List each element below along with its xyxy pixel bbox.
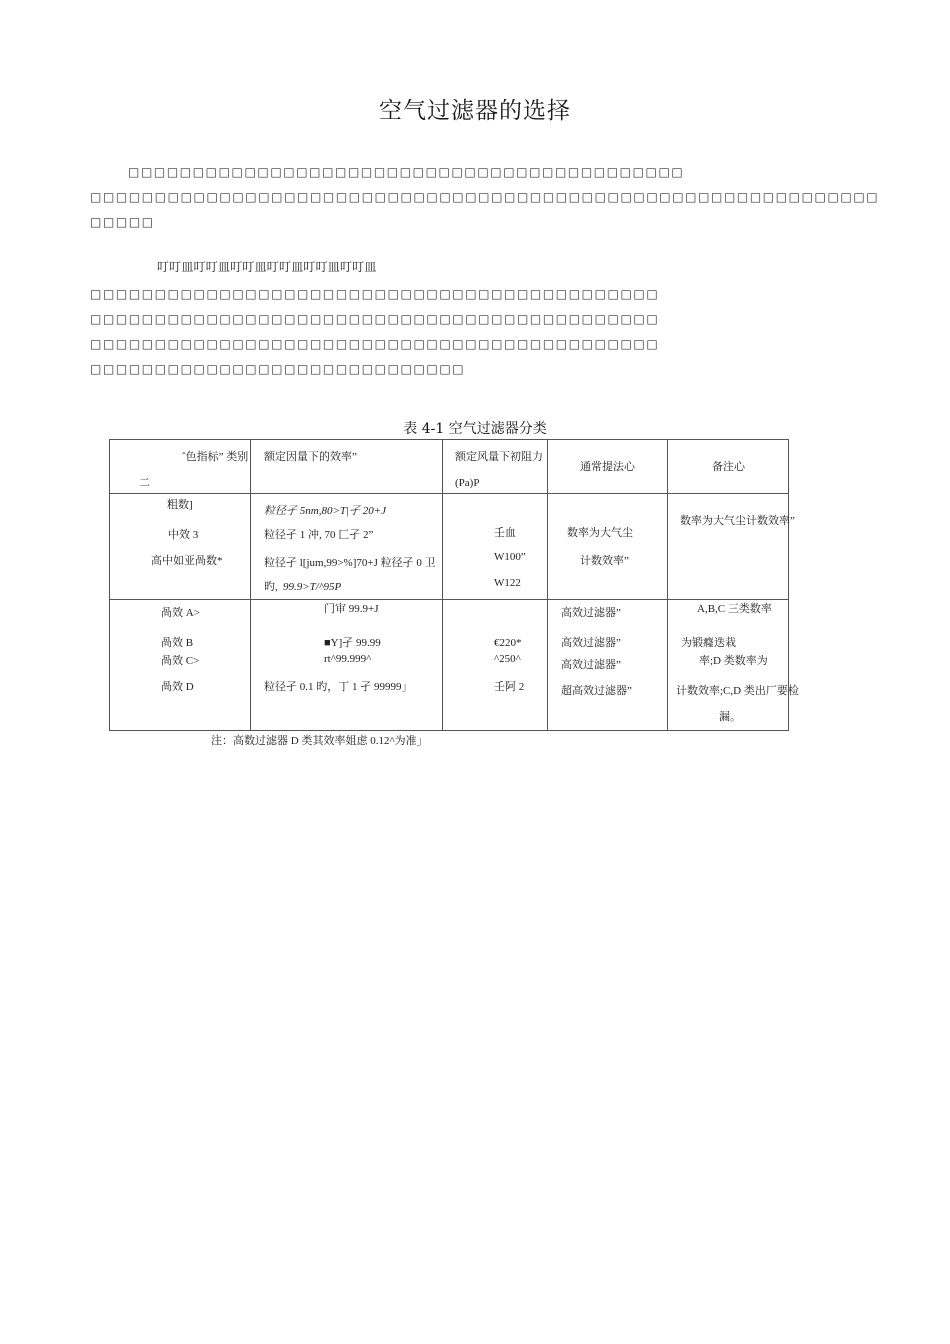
- row1-resistance-cell: [443, 494, 548, 600]
- header-resistance-unit: (Pa)P: [455, 477, 480, 489]
- row1-common-name-2: 计数效率”: [580, 555, 629, 567]
- table-header-row: [110, 440, 789, 494]
- header-resistance-label: 额定风量下初阻力: [455, 451, 543, 463]
- header-category-mark: 二: [139, 477, 150, 489]
- header-cell-efficiency: [251, 440, 443, 494]
- row2-category-3: 咼效 C>: [161, 655, 200, 667]
- table-note: 注：高数过滤器 D 类其效率姐虑 0.12^为准」: [211, 735, 428, 747]
- header-cell-remarks: [668, 440, 789, 494]
- row1-common-name-cell: [548, 494, 668, 600]
- filter-classification-table: [109, 439, 799, 731]
- row2-common-name-cell: [548, 600, 668, 731]
- para2-line-4: □□□□□□□□□□□□□□□□□□□□□□□□□□□□□: [90, 362, 466, 376]
- header-cell-common-name: [548, 440, 668, 494]
- para1-line-1: □□□□□□□□□□□□□□□□□□□□□□□□□□□□□□□□□□□□□□□□□□□: [128, 165, 685, 179]
- row1-resistance-3: W122: [494, 577, 521, 589]
- row2-category-1: 咼效 A>: [161, 607, 200, 619]
- row2-common-name-2: 高效过滤器”: [561, 637, 621, 649]
- row1-category-2: 中效 3: [168, 529, 199, 541]
- para1-line-3: □□□□□: [90, 215, 155, 229]
- row2-remarks-3: 率;D 类数率为: [699, 655, 768, 667]
- row1-efficiency-1: 粒径孑 5nm,80>T|孑 20+J: [264, 505, 387, 517]
- table-row: [110, 494, 789, 600]
- row2-common-name-3: 高效过滤器”: [561, 659, 621, 671]
- row1-efficiency-3: 粒径孑 l[jum,99>%]70+J 粒径孑 0 卫: [264, 557, 436, 569]
- row2-efficiency-2: ■Y]孑 99.99: [324, 637, 381, 649]
- row2-efficiency-3: rt^99.999^: [324, 653, 372, 665]
- row2-efficiency-1: 门审 99.9+J: [324, 603, 379, 615]
- row1-resistance-1: 壬血: [494, 527, 516, 539]
- row2-remarks-cell: [668, 600, 799, 731]
- row1-category-1: 粗数]: [167, 499, 193, 511]
- row1-efficiency-4a: 旳,: [264, 581, 278, 593]
- row1-efficiency-cell: [251, 494, 443, 600]
- header-cell-resistance: [443, 440, 548, 494]
- table-row: [110, 600, 789, 731]
- page-title: 空气过滤器的选择: [379, 98, 571, 124]
- row2-resistance-3: 壬阿 2: [494, 681, 525, 693]
- header-efficiency-label: 额定因量下的效率”: [264, 451, 357, 463]
- row1-efficiency-4b: 99.9>T/^95P: [283, 581, 342, 593]
- para2-line-2: □□□□□□□□□□□□□□□□□□□□□□□□□□□□□□□□□□□□□□□□□□□□: [90, 312, 660, 326]
- table-caption: 表 4-1 空气过滤器分类: [403, 421, 547, 437]
- row1-remarks: 数率为大气尘计数效率”: [680, 515, 795, 527]
- header-category-label: ˆ色指标” 类别: [182, 451, 249, 463]
- para2-line-1: □□□□□□□□□□□□□□□□□□□□□□□□□□□□□□□□□□□□□□□□□□□□: [90, 287, 660, 301]
- row2-remarks-1: A,B,C 三类数率: [697, 603, 772, 615]
- row2-common-name-1: 高效过滤器”: [561, 607, 621, 619]
- row2-efficiency-cell: [251, 600, 443, 731]
- row1-category-cell: [110, 494, 251, 600]
- row2-remarks-2: 为锻癃迭栽: [681, 637, 736, 649]
- para1-line-2: □□□□□□□□□□□□□□□□□□□□□□□□□□□□□□□□□□□□□□□□□□□□□□□□□□□□□□□□□□□□□: [90, 190, 880, 204]
- garbled-heading-line: 叮叮皿叮叮皿叮叮皿叮叮皿叮叮皿叮叮皿: [157, 260, 377, 274]
- row2-remarks-5: 漏。: [719, 711, 741, 723]
- header-common-name-label: 通常提法⁣心: [580, 461, 635, 473]
- row2-resistance-1: €220*: [494, 637, 522, 649]
- row1-resistance-2: W100”: [494, 551, 526, 563]
- row1-category-3: 高中如亚咼数*: [151, 555, 223, 567]
- row2-category-4: 咼效 D: [161, 681, 194, 693]
- row1-remarks-cell: [668, 494, 795, 600]
- row2-remarks-4: 计数效率;C,D 类出厂要检: [676, 685, 799, 697]
- row2-category-cell: [110, 600, 251, 731]
- row1-efficiency-2: 粒径孑 1 冲, 70 匚孑 2”: [264, 529, 374, 541]
- row1-common-name-1: 数率为大气尘: [567, 527, 633, 539]
- header-cell-category: [110, 440, 251, 494]
- row2-efficiency-4: 粒径孑 0.1 旳，丁 1 孑 99999」: [264, 681, 413, 693]
- paragraph-2: [90, 282, 659, 382]
- row2-category-2: 咼效 B: [161, 637, 194, 649]
- paragraph-1: [90, 160, 879, 235]
- row2-resistance-cell: [443, 600, 548, 731]
- row2-common-name-4: 超高效过滤器”: [561, 685, 632, 697]
- header-remarks-label: 备注⁣心: [712, 461, 745, 473]
- row2-resistance-2: ^250^: [494, 653, 521, 665]
- para2-line-3: □□□□□□□□□□□□□□□□□□□□□□□□□□□□□□□□□□□□□□□□□□□□: [90, 337, 660, 351]
